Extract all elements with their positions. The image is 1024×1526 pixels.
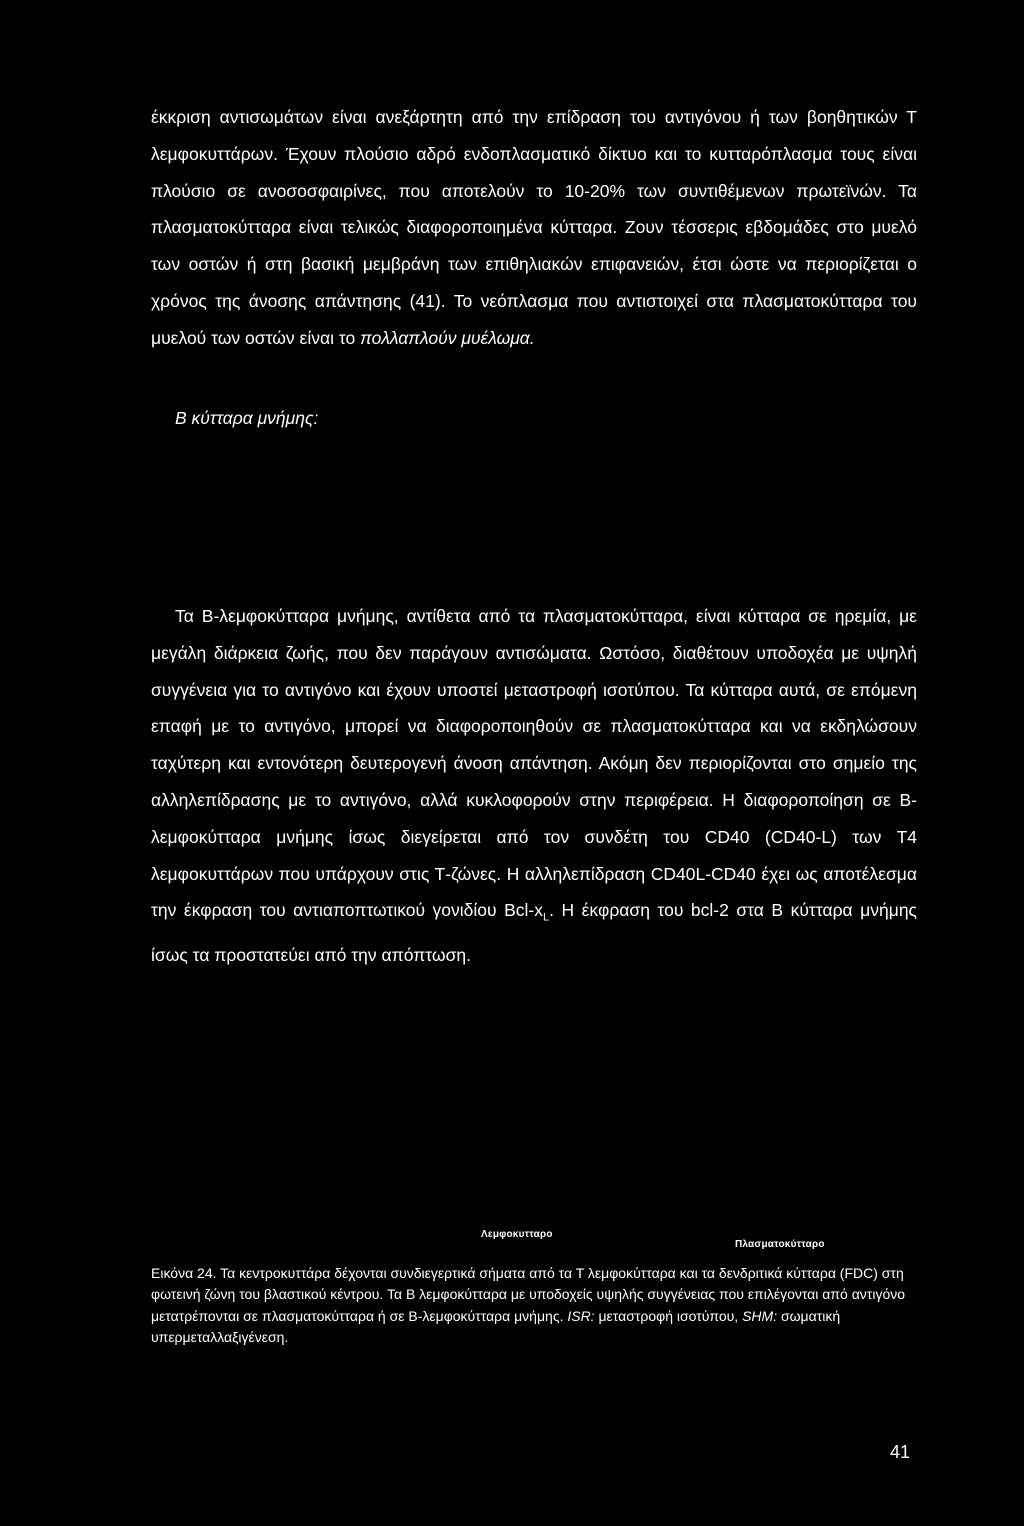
figure-label-plasma-cell: Πλασματοκύτταρο — [735, 1239, 825, 1250]
caption-def-shm: σωματική υπερμεταλλαξιγένεση. — [151, 1307, 841, 1346]
caption-text: Εικόνα 24. Τα κεντροκυττάρα δέχονται συνδιεγερτικά σήματα από τα Τ λεμφοκύτταρα και τα δενδριτικά κύτταρα (FDC) στη φωτεινή ζώνη του βλαστικού κέντρου. Τα Β λεμφοκύτταρα με υποδοχείς υψηλής συγγένειας που επιλέγονται από αντιγόνο μετατρέπονται σε πλασματοκύτταρα ή σε Β-λεμφοκύτταρα μνήμης. — [151, 1265, 906, 1324]
body-paragraph-2 — [151, 598, 917, 973]
caption-abbr-shm: SHM: — [742, 1307, 778, 1324]
figure-caption — [151, 1263, 917, 1349]
paragraph-1-text: έκκριση αντισωμάτων είναι ανεξάρτητη από την επίδραση του αντιγόνου ή των βοηθητικών Τ λεμφοκυττάρων. Έχουν πλούσιο αδρό ενδοπλασματικό δίκτυο και το κυτταρόπλασμα τους είναι πλούσιο σε ανοσοσφαιρίνες, που αποτελούν το 10-20% των συντιθέμενων πρωτεϊνών. Τα πλασματοκύτταρα είναι τελικώς διαφοροποιημένα κύτταρα. Ζουν τέσσερις εβδομάδες στο μυελό των οστών ή στη βασική μεμβράνη των επιθηλιακών επιφανειών, έτσι ώστε να περιορίζεται ο χρόνος της άνοσης απάντησης (41). Το νεόπλασμα που αντιστοιχεί στα πλασματοκύτταρα του μυελού των οστών είναι το — [151, 107, 917, 348]
paragraph-2-text-b: . Η έκφραση του bcl-2 στα Β κύτταρα μνήμης ίσως τα προστατεύει από την απόπτωση. — [151, 900, 917, 965]
paragraph-1-emphasis: πολλαπλούν μυέλωμα. — [360, 327, 535, 348]
figure-label-lymphocyte: Λεμφοκυτταρο — [481, 1229, 553, 1240]
section-heading: Β κύτταρα μνήμης: — [175, 408, 319, 428]
caption-abbr-isr: ISR: — [567, 1307, 595, 1324]
subscript-text: L — [543, 911, 550, 924]
paragraph-2-text-a: Τα Β-λεμφοκύτταρα μνήμης, αντίθετα από τα πλασματοκύτταρα, είναι κύτταρα σε ηρεμία, με μεγάλη διάρκεια ζωής, που δεν παράγουν αντισώματα. Ωστόσο, διαθέτουν υποδοχέα με υψηλή συγγένεια για το αντιγόνο και έχουν υποστεί μεταστροφή ισοτύπου. Τα κύτταρα αυτά, σε επόμενη επαφή με το αντιγόνο, μπορεί να διαφοροποιηθούν σε πλασματοκύτταρα και να εκδηλώσουν ταχύτερη και εντονότερη δευτερογενή άνοση απάντηση. Ακόμη δεν περιορίζονται στο σημείο της αλληλεπίδρασης με το αντιγόνο, αλλά κυκλοφορούν στην περιφέρεια. Η διαφοροποίηση σε Β-λεμφοκύτταρα μνήμης ίσως διεγείρεται από τον συνδέτη του CD40 (CD40-L) των Τ4 λεμφοκυττάρων που υπάρχουν στις Τ-ζώνες. Η αλληλεπίδραση CD40L-CD40 έχει ως αποτέλεσμα την έκφραση του αντιαποπτωτικού γονιδίου Bcl-x — [151, 606, 917, 921]
page-number: 41 — [890, 1442, 911, 1462]
body-paragraph-1 — [151, 99, 917, 357]
caption-def-isr: μεταστροφή ισοτύπου, — [594, 1307, 743, 1324]
